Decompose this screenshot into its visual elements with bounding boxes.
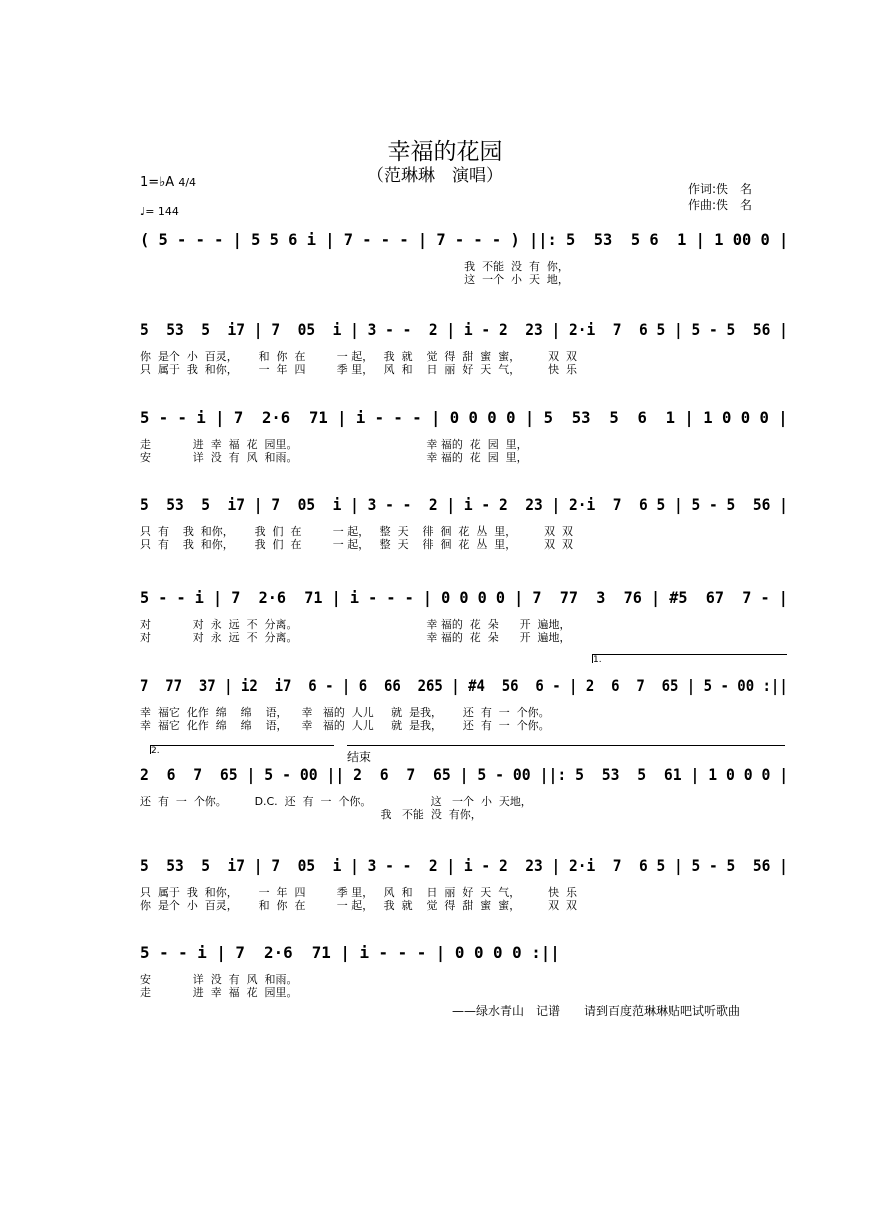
lyrics-verse-2: 对 对 永 远 不 分离。 幸 福的 花 朵 开 遍地， [140,631,571,644]
lyrics-verse-1: 对 对 永 远 不 分离。 幸 福的 花 朵 开 遍地， [140,618,571,631]
meter: 4/4 [178,176,197,189]
tempo-mark: ♩= 144 [140,205,179,218]
notes-line: 2 6 7 65 | 5 - 00 || 2 6 7 65 | 5 - 00 ||: 5 53 5 61 | 1 0 0 0 | [140,765,789,784]
notes-line: 5 53 5 i7 | 7 05 i | 3 - - 2 | i - 2 23 | 2·i 7 6 5 | 5 - 5 56 | [140,495,788,514]
volta-second-label: 2. [151,746,160,756]
lyrics-verse-1: 还 有 一 个你。 D.C. 还 有 一 个你。 这 一个 小 天地， [140,795,532,808]
composer: 作曲:佚 名 [688,198,753,212]
lyrics-verse-1: 你 是个 小 百灵， 和 你 在 一 起， 我 就 觉 得 甜 蜜 蜜， 双 双 [140,350,577,363]
lyrics-verse-1: 幸 福它 化作 绵 绵 语， 幸 福的 人儿 就 是我， 还 有 一 个你。 [140,706,550,719]
lyricist: 作词:佚 名 [688,182,753,196]
ending-label: 结束 [347,750,372,764]
notes-line: 7 77 37 | i2 i7 6 - | 6 66 265 | #4 56 6 - | 2 6 7 65 | 5 - 00 :|| [140,676,788,695]
lyrics-verse-1: 只 有 我 和你， 我 们 在 一 起， 整 天 徘 徊 花 丛 里， 双 双 [140,525,573,538]
notes-line: 5 - - i | 7 2·6 71 | i - - - | 0 0 0 0 | 7 77 3 76 | #5 67 7 - | [140,588,788,607]
notes-line: 5 - - i | 7 2·6 71 | i - - - | 0 0 0 0 :|| [140,943,560,962]
lyrics-verse-2: 安 详 没 有 风 和雨。 幸 福的 花 园 里， [140,451,528,464]
lyrics-verse-2: 幸 福它 化作 绵 绵 语， 幸 福的 人儿 就 是我， 还 有 一 个你。 [140,719,550,732]
song-subtitle: （范琳琳 演唱） [367,166,503,186]
lyrics-verse-1: 我 不能 没 有 你， [140,260,569,273]
lyrics-verse-1: 走 进 幸 福 花 园里。 幸 福的 花 园 里， [140,438,528,451]
key-label: 1=♭A [140,175,175,190]
lyrics-verse-2: 走 进 幸 福 花 园里。 [140,986,298,999]
notes-line: ( 5 - - - | 5 5 6 i | 7 - - - | 7 - - - ) ||: 5 53 5 6 1 | 1 00 0 | [140,230,789,249]
lyrics-verse-2: 只 有 我 和你， 我 们 在 一 起， 整 天 徘 徊 花 丛 里， 双 双 [140,538,573,551]
lyrics-verse-1: 只 属于 我 和你， 一 年 四 季 里， 风 和 日 丽 好 天 气， 快 乐 [140,886,577,899]
volta-second [150,745,334,754]
volta-first [592,654,787,663]
lyrics-verse-1: 安 详 没 有 风 和雨。 [140,973,298,986]
volta-first-label: 1. [593,655,602,665]
lyrics-verse-2: 这 一个 小 天 地， [140,273,569,286]
lyrics-verse-2: 只 属于 我 和你， 一 年 四 季 里， 风 和 日 丽 好 天 气， 快 乐 [140,363,577,376]
key-signature [140,175,196,190]
song-title: 幸福的花园 [387,139,503,165]
notes-line: 5 53 5 i7 | 7 05 i | 3 - - 2 | i - 2 23 | 2·i 7 6 5 | 5 - 5 56 | [140,856,788,875]
lyrics-verse-2: 你 是个 小 百灵， 和 你 在 一 起， 我 就 觉 得 甜 蜜 蜜， 双 双 [140,899,577,912]
notes-line: 5 53 5 i7 | 7 05 i | 3 - - 2 | i - 2 23 | 2·i 7 6 5 | 5 - 5 56 | [140,320,788,339]
lyrics-verse-2: 我 不能 没 有你， [140,808,482,821]
notes-line: 5 - - i | 7 2·6 71 | i - - - | 0 0 0 0 | 5 53 5 6 1 | 1 0 0 0 | [140,408,788,427]
footer-credit: ——绿水青山 记谱 请到百度范琳琳贴吧试听歌曲 [451,1004,740,1018]
ending-bracket [347,745,785,764]
